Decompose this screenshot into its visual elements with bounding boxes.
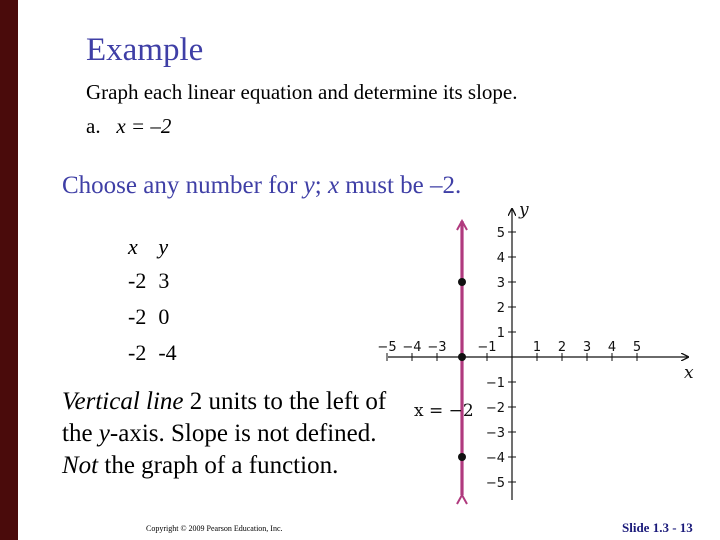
- desc-emphasis-2: y: [98, 420, 110, 447]
- table-row: [122, 335, 183, 371]
- description: [62, 386, 407, 482]
- part-label: a.: [86, 114, 101, 138]
- y-tick-label: 3: [496, 276, 505, 291]
- desc-text-2: -axis. Slope is not defined.: [109, 420, 377, 447]
- x-tick-label: 3: [582, 340, 592, 355]
- y-tick-label: 4: [496, 251, 505, 266]
- table-cell: -2: [128, 304, 147, 329]
- table-row: [122, 263, 183, 299]
- table-cell: 3: [158, 268, 170, 293]
- y-tick-label: 2: [496, 301, 505, 316]
- slide-subtitle: Graph each linear equation and determine its slope.: [86, 80, 518, 104]
- y-tick-label: −3: [485, 426, 505, 441]
- line-equation-label: x = −2: [414, 401, 474, 421]
- x-tick-label: 5: [632, 340, 642, 355]
- choose-var-x: x: [327, 172, 340, 199]
- slide-title: Example: [86, 32, 204, 68]
- y-axis-label: y: [519, 200, 529, 220]
- coordinate-graph: [377, 195, 705, 510]
- y-tick-label: −4: [485, 451, 505, 466]
- x-tick-label: −4: [402, 340, 422, 355]
- desc-emphasis-1: Vertical line: [62, 388, 184, 415]
- x-tick-label: −1: [477, 340, 497, 355]
- choose-text-2: ;: [314, 172, 328, 199]
- table-row: [122, 299, 183, 335]
- y-tick-label: −2: [485, 401, 505, 416]
- choose-text-3: must be –2.: [339, 172, 462, 199]
- xy-table: [122, 231, 183, 371]
- x-tick-label: 4: [607, 340, 617, 355]
- choose-text-1: Choose any number for: [62, 172, 304, 199]
- table-header-y: y: [158, 234, 169, 259]
- table-cell: 0: [158, 304, 170, 329]
- choose-var-y: y: [303, 172, 315, 199]
- y-tick-label: 5: [496, 226, 505, 241]
- table-header-row: [122, 231, 183, 263]
- data-point: [458, 278, 466, 286]
- x-tick-label: 2: [557, 340, 567, 355]
- table-cell: -2: [128, 268, 147, 293]
- x-tick-label: −3: [427, 340, 447, 355]
- table-header-x: x: [128, 234, 138, 259]
- desc-text-3: the graph of a function.: [98, 452, 339, 479]
- part-a: [86, 114, 171, 139]
- y-tick-label: −1: [485, 376, 505, 391]
- data-point: [458, 453, 466, 461]
- x-tick-label: −5: [377, 340, 397, 355]
- desc-emphasis-3: Not: [62, 452, 99, 479]
- x-tick-label: 1: [532, 340, 542, 355]
- part-equation: x = –2: [116, 114, 172, 138]
- desc-text-1: 2 units to the left of the: [62, 388, 387, 447]
- y-tick-label: 1: [496, 326, 505, 341]
- slide-number: Slide 1.3 - 13: [622, 520, 693, 535]
- x-axis-label: x: [684, 363, 694, 383]
- table-cell: -4: [158, 340, 177, 365]
- left-accent-bar: [0, 0, 18, 540]
- y-tick-label: −5: [485, 476, 505, 491]
- table-cell: -2: [128, 340, 147, 365]
- data-point: [458, 353, 466, 361]
- copyright-text: Copyright © 2009 Pearson Education, Inc.: [146, 524, 283, 533]
